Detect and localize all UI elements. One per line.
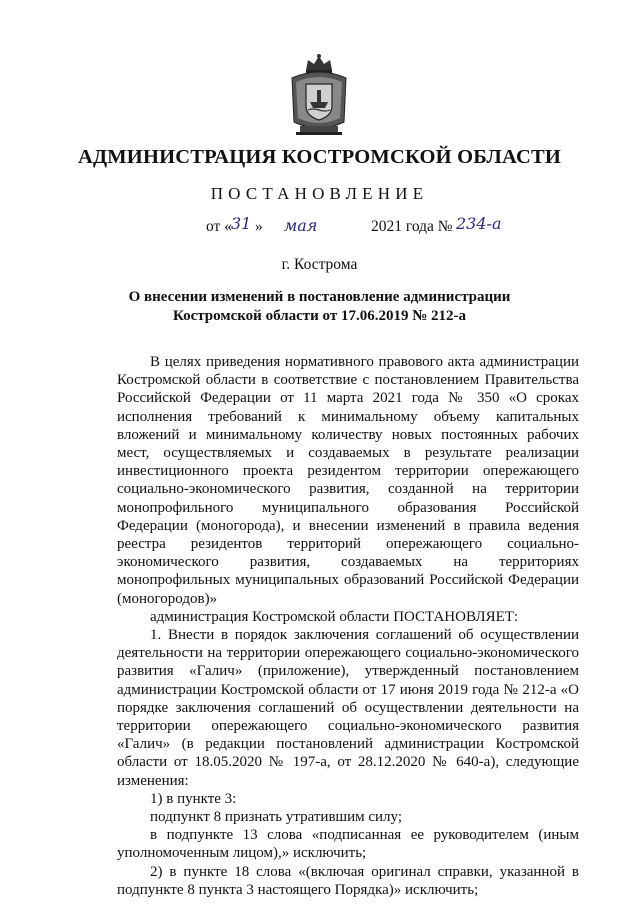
title-line-1: О внесении изменений в постановление администрации [128,289,511,305]
decree-paragraph: администрация Костромской области ПОСТАНОВЛЯЕТ: [150,608,519,625]
intro-paragraph: В целях приведения нормативного правового акта администрации Костромской области в соответствие с постановлением Правительства Российской Федерации от 11 марта 2021 года № 350 «О сроках исполнения требований к минимальному объему капитальных вложений и минимальному количеству новых постоянных рабочих мест, осуществляемых и создаваемых в результате реализации инвестиционного проекта резидентом территории опережающего социально-экономического развития, созданной на территории монопрофильного муниципального образования Российской Федерации (моногорода), и внесении изменений в правила ведения реестра резидентов территорий опережающего социально-экономического развития, создаваемых на территориях монопрофильных муниципальных образований Российской Федерации (моногородов)» [117,354,579,607]
date-day-handwritten: 31 [231,214,252,233]
document-body [117,353,579,899]
subitem-1b: в подпункте 13 слова «подписанная ее руководителем (иным уполномоченным лицом),» исключить; [117,827,579,862]
document-type: ПОСТАНОВЛЕНИЕ [210,184,429,203]
subitem-2: 2) в пункте 18 слова «(включая оригинал справки, указанной в подпункте 8 пункта 3 настоящего Порядка)» исключить; [117,863,579,898]
organization-name: АДМИНИСТРАЦИЯ КОСТРОМСКОЙ ОБЛАСТИ [77,146,562,168]
kostroma-coat-of-arms-icon [288,52,350,136]
title-line-2: Костромской области от 17.06.2019 № 212-а [172,308,467,324]
date-year: 2021 года № [371,218,453,235]
item-1-paragraph: 1. Внести в порядок заключения соглашений об осуществлении деятельности на территории опережающего социально-экономического развития «Галич» (приложение), утвержденный постановлением администрации Костромской области от 17 июня 2019 года № 212-а «О порядке заключения соглашений об осуществлении деятельности на территории опережающего социально-экономического развития «Галич» (в редакции постановлений администрации Костромской области от 18.05.2020 № 197-а, от 28.12.2020 № 640-а), следующие изменения: [117,627,579,789]
document-title [100,288,539,326]
date-number-line [0,216,639,242]
subitem-1: 1) в пункте 3: [150,790,237,807]
doc-number-handwritten: 234-а [456,214,502,233]
subitem-1a: подпункт 8 признать утратившим силу; [150,809,402,826]
date-month-handwritten: мая [284,216,318,235]
date-day-close: » [255,218,263,235]
city: г. Кострома [281,256,358,273]
date-prefix: от « [206,218,232,235]
